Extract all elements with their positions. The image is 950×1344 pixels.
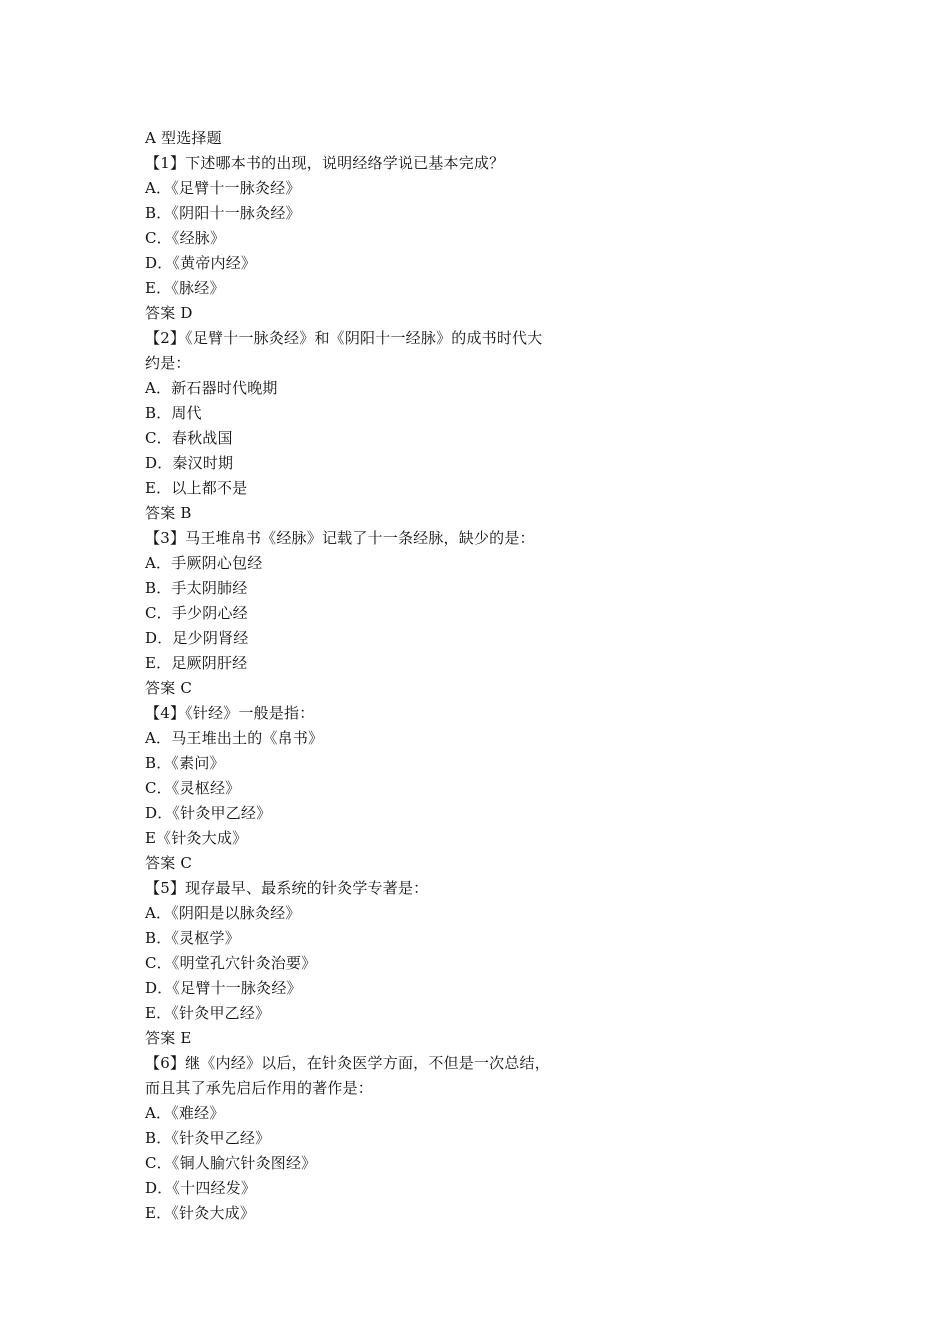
option-b: B．《素问》 xyxy=(145,754,225,772)
option-c: C．春秋战国 xyxy=(145,429,233,447)
option-a: A．新石器时代晚期 xyxy=(145,379,278,397)
option-e: E《针灸大成》 xyxy=(145,829,248,847)
question-block-3 xyxy=(145,526,605,701)
answer-line: 答案 E xyxy=(145,1029,192,1047)
question-stem: 【3】马王堆帛书《经脉》记载了十一条经脉，缺少的是： xyxy=(145,529,535,547)
question-block-5 xyxy=(145,876,605,1051)
option-c: C．《铜人腧穴针灸图经》 xyxy=(145,1154,317,1172)
question-block-6 xyxy=(145,1051,605,1226)
option-a: A．《阴阳是以脉灸经》 xyxy=(145,904,301,922)
answer-line: 答案 B xyxy=(145,504,192,522)
question-stem: 【5】现存最早、最系统的针灸学专著是： xyxy=(145,879,429,897)
option-e: E．足厥阴肝经 xyxy=(145,654,248,672)
option-a: A．手厥阴心包经 xyxy=(145,554,263,572)
option-a: A．《难经》 xyxy=(145,1104,225,1122)
option-e: E．《针灸甲乙经》 xyxy=(145,1004,271,1022)
answer-line: 答案 C xyxy=(145,679,193,697)
question-stem: 【6】继《内经》以后，在针灸医学方面，不但是一次总结， xyxy=(145,1054,550,1072)
option-a: A．马王堆出土的《帛书》 xyxy=(145,729,324,747)
option-e: E．《针灸大成》 xyxy=(145,1204,256,1222)
option-d: D．《足臂十一脉灸经》 xyxy=(145,979,302,997)
option-b: B．《阴阳十一脉灸经》 xyxy=(145,204,301,222)
answer-line: 答案 D xyxy=(145,304,193,322)
section-title: A 型选择题 xyxy=(145,129,222,147)
option-b: B．《针灸甲乙经》 xyxy=(145,1129,271,1147)
question-stem: 【4】《针经》一般是指： xyxy=(145,704,315,722)
document-body xyxy=(145,126,605,1226)
option-c: C．手少阴心经 xyxy=(145,604,248,622)
option-b: B．手太阴肺经 xyxy=(145,579,248,597)
option-b: B．周代 xyxy=(145,404,202,422)
option-d: D．《针灸甲乙经》 xyxy=(145,804,272,822)
option-d: D．《黄帝内经》 xyxy=(145,254,257,272)
option-d: D．足少阴肾经 xyxy=(145,629,249,647)
question-stem-continued: 约是： xyxy=(145,354,191,372)
question-block-2 xyxy=(145,326,605,526)
question-stem: 【2】《足臂十一脉灸经》和《阴阳十一经脉》的成书时代大 xyxy=(145,329,543,347)
option-c: C．《明堂孔穴针灸治要》 xyxy=(145,954,317,972)
option-a: A．《足臂十一脉灸经》 xyxy=(145,179,301,197)
option-d: D．秦汉时期 xyxy=(145,454,234,472)
question-block-1 xyxy=(145,151,605,326)
option-b: B．《灵枢学》 xyxy=(145,929,240,947)
option-d: D．《十四经发》 xyxy=(145,1179,257,1197)
question-block-4 xyxy=(145,701,605,876)
option-c: C．《灵枢经》 xyxy=(145,779,241,797)
option-c: C．《经脉》 xyxy=(145,229,226,247)
answer-line: 答案 C xyxy=(145,854,193,872)
question-stem: 【1】下述哪本书的出现，说明经络学说已基本完成？ xyxy=(145,154,505,172)
option-e: E．《脉经》 xyxy=(145,279,225,297)
question-stem-continued: 而且其了承先启后作用的著作是： xyxy=(145,1079,374,1097)
option-e: E．以上都不是 xyxy=(145,479,248,497)
